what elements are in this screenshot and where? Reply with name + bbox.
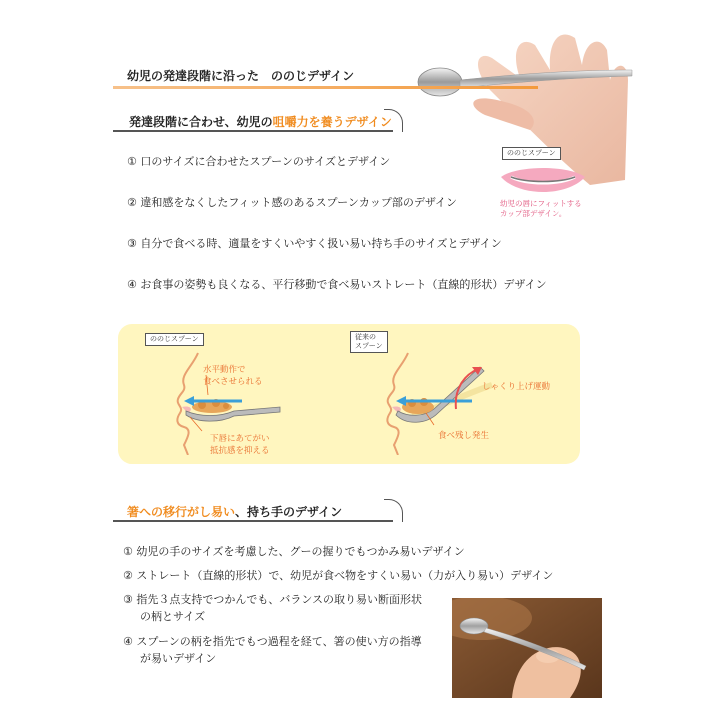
section1-item-4: ④ お食事の姿勢も良くなる、平行移動で食べ易いストレート（直線的形状）デザイン [127,278,547,291]
right-note-scoop: しゃくり上げ運動 [482,382,551,392]
left-note2-line1: 下唇にあてがい [210,434,270,444]
section1-heading [129,113,392,130]
section2-heading-highlight: 箸への移行がし易い [127,505,236,519]
left-note1-line2: 食べさせられる [203,377,263,387]
section1-item-2: ② 違和感をなくしたフィット感のあるスプーンカップ部のデザイン [127,196,458,209]
section2-item-2: ② ストレート（直線的形状）で、幼児が食べ物をすくい易い（力が入り易い）デザイン [123,569,554,582]
right-note-leftover: 食べ残し発生 [438,431,490,441]
section1-heading-prefix: 発達段階に合わせ、幼児の [129,115,273,129]
mouth-diagram-note [500,199,582,219]
section2-heading-suffix: 、持ち手のデザイン [235,505,343,519]
right-label-line2: スプーン [355,342,383,350]
section2-heading [127,503,342,520]
section2-divider-curve [384,499,403,522]
section2-item-4-line2: が易いデザイン [140,652,217,665]
left-note1-line1: 水平動作で [203,365,246,375]
section2-item-1: ① 幼児の手のサイズを考慮した、グーの握りでもつかみ易いデザイン [123,545,465,558]
title-underline [113,86,538,89]
section1-item-1: ① 口のサイズに合わせたスプーンのサイズとデザイン [127,155,391,168]
section1-item-3: ③ 自分で食べる時、適量をすくいやすく扱い易い持ち手のサイズとデザイン [127,237,502,250]
section2-item-4-line1: ④ スプーンの柄を指先でもつ過程を経て、箸の使い方の指導 [123,635,422,648]
left-note-horizontal [203,364,263,388]
section2-divider [113,520,393,522]
left-diagram-label: ののじスプーン [145,333,204,346]
mouth-diagram-label: ののじスプーン [502,147,561,160]
section1-divider-curve [384,109,403,132]
section1-divider [113,130,393,132]
section2-item-3 [123,591,422,625]
section2-item-3-line2: の柄とサイズ [140,610,206,623]
right-label-line1: 従来の [355,333,376,341]
section2-item-3-line1: ③ 指先３点支持でつかんでも、バランスの取り易い断面形状 [123,593,423,606]
section1-heading-highlight: 咀嚼力を養うデザイン [272,115,392,129]
page-title: 幼児の発達段階に沿った ののじデザイン [127,69,355,83]
left-note2-line2: 抵抗感を抑える [210,446,270,456]
child-holding-spoon-photo [452,598,602,698]
mouth-note-line1: 幼児の唇にフィットする [500,199,582,208]
lips-spoon-diagram [497,163,589,197]
mouth-note-line2: カップ部デザイン。 [500,209,567,218]
left-note-lip [210,433,270,457]
section2-item-4 [123,633,422,667]
